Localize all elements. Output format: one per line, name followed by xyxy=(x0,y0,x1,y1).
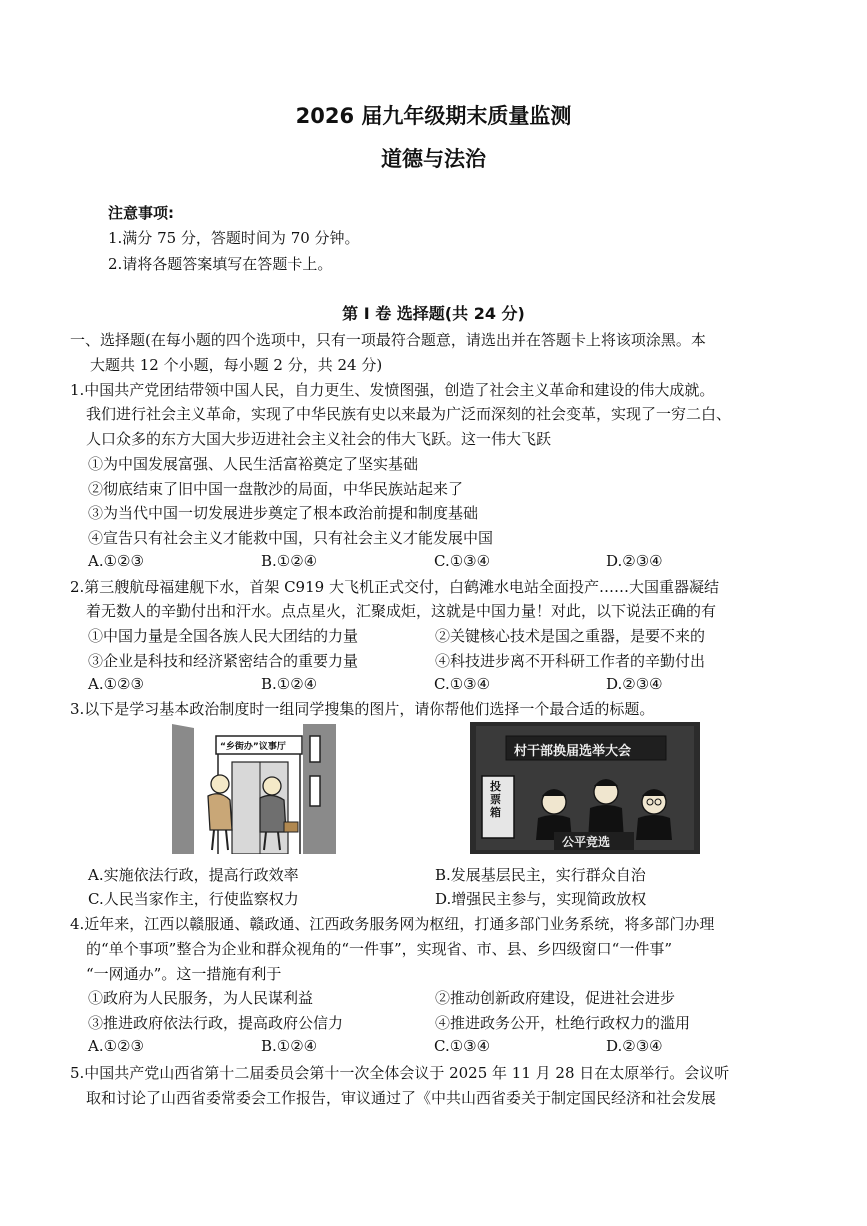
election-banner-text: 村干部换届选举大会 xyxy=(514,744,632,759)
question-4-statement: ②推动创新政府建设，促进社会进步 xyxy=(435,989,676,1007)
question-4-stem: 的“单个事项”整合为企业和群众视角的“一件事”，实现省、市、县、乡四级窗口“一件事” xyxy=(86,940,673,958)
question-1-stem: 1.中国共产党团结带领中国人民，自力更生、发愤图强，创造了社会主义革命和建设的伟大成就。 xyxy=(70,381,715,399)
question-4-option-a[interactable]: A.①②③ xyxy=(88,1037,144,1055)
question-2-statement: ③企业是科技和经济紧密结合的重要力量 xyxy=(88,652,359,670)
subject-title: 道德与法治 xyxy=(381,147,486,171)
question-3-stem: 3.以下是学习基本政治制度时一组同学搜集的图片，请你帮他们选择一个最合适的标题。 xyxy=(70,700,655,718)
cartoon-sign-text: “乡街办”议事厅 xyxy=(220,742,286,752)
question-5-stem: 5.中国共产党山西省第十二届委员会第十一次全体会议于 2025 年 11 月 28 日在太原举行。会议听 xyxy=(70,1064,730,1082)
question-2-statement: ④科技进步离不开科研工作者的辛勤付出 xyxy=(435,652,706,670)
exam-title: 2026 届九年级期末质量监测 xyxy=(295,104,572,128)
question-4-option-d[interactable]: D.②③④ xyxy=(606,1037,663,1055)
question-1-statement: ③为当代中国一切发展进步奠定了根本政治前提和制度基础 xyxy=(88,504,479,522)
question-5-stem: 取和讨论了山西省委常委会工作报告，审议通过了《中共山西省委关于制定国民经济和社会发展 xyxy=(86,1089,717,1107)
section-instruction: 一、选择题(在每小题的四个选项中，只有一项最符合题意，请选出并在答题卡上将该项涂黑。本 xyxy=(70,331,706,349)
question-1-stem: 人口众多的东方大国大步迈进社会主义社会的伟大飞跃。这一伟大飞跃 xyxy=(86,430,552,448)
question-2-option-b[interactable]: B.①②④ xyxy=(261,675,318,693)
question-4-statement: ④推进政务公开，杜绝行政权力的滥用 xyxy=(435,1014,691,1032)
question-3-option-a[interactable]: A.实施依法行政，提高行政效率 xyxy=(88,866,299,884)
cartoon-image-council-hall xyxy=(168,722,338,854)
election-caption: 公平竞选 xyxy=(562,835,611,849)
question-2-statement: ②关键核心技术是国之重器，是要不来的 xyxy=(435,627,706,645)
ballot-box-label: 投票箱 xyxy=(490,780,501,819)
question-3-option-b[interactable]: B.发展基层民主，实行群众自治 xyxy=(435,866,646,884)
section-title: 第 Ⅰ 卷 选择题(共 24 分) xyxy=(342,304,525,323)
question-4-statement: ①政府为人民服务，为人民谋利益 xyxy=(88,989,314,1007)
question-1-statement: ①为中国发展富强、人民生活富裕奠定了坚实基础 xyxy=(88,455,419,473)
question-3-option-c[interactable]: C.人民当家作主，行使监察权力 xyxy=(88,890,299,908)
question-2-option-d[interactable]: D.②③④ xyxy=(606,675,663,693)
question-4-option-b[interactable]: B.①②④ xyxy=(261,1037,318,1055)
section-instruction: 大题共 12 个小题，每小题 2 分，共 24 分) xyxy=(90,356,383,374)
question-2-statement: ①中国力量是全国各族人民大团结的力量 xyxy=(88,627,359,645)
question-1-statement: ④宣告只有社会主义才能救中国，只有社会主义才能发展中国 xyxy=(88,529,494,547)
question-2-option-a[interactable]: A.①②③ xyxy=(88,675,144,693)
notice-heading: 注意事项: xyxy=(108,204,174,222)
question-1-option-d[interactable]: D.②③④ xyxy=(606,552,663,570)
notice-item: 2.请将各题答案填写在答题卡上。 xyxy=(108,255,333,273)
question-2-option-c[interactable]: C.①③④ xyxy=(434,675,491,693)
question-4-stem: “一网通办”。这一措施有利于 xyxy=(86,965,282,983)
cartoon-image-village-election xyxy=(470,722,700,854)
question-2-stem: 2.第三艘航母福建舰下水，首架 C919 大飞机正式交付，白鹤滩水电站全面投产……大国重器凝结 xyxy=(70,578,719,596)
question-1-stem: 我们进行社会主义革命，实现了中华民族有史以来最为广泛而深刻的社会变革，实现了一穷二白、 xyxy=(86,405,732,423)
question-2-stem: 着无数人的辛勤付出和汗水。点点星火，汇聚成炬，这就是中国力量！对此，以下说法正确的有 xyxy=(86,602,717,620)
question-4-option-c[interactable]: C.①③④ xyxy=(434,1037,491,1055)
question-3-option-d[interactable]: D.增强民主参与，实现简政放权 xyxy=(435,890,647,908)
question-1-statement: ②彻底结束了旧中国一盘散沙的局面，中华民族站起来了 xyxy=(88,480,464,498)
question-1-option-a[interactable]: A.①②③ xyxy=(88,552,144,570)
question-1-option-b[interactable]: B.①②④ xyxy=(261,552,318,570)
question-4-statement: ③推进政府依法行政，提高政府公信力 xyxy=(88,1014,344,1032)
question-1-option-c[interactable]: C.①③④ xyxy=(434,552,491,570)
question-4-stem: 4.近年来，江西以赣服通、赣政通、江西政务服务网为枢纽，打通多部门业务系统，将多部门办理 xyxy=(70,915,715,933)
notice-item: 1.满分 75 分，答题时间为 70 分钟。 xyxy=(108,229,360,247)
